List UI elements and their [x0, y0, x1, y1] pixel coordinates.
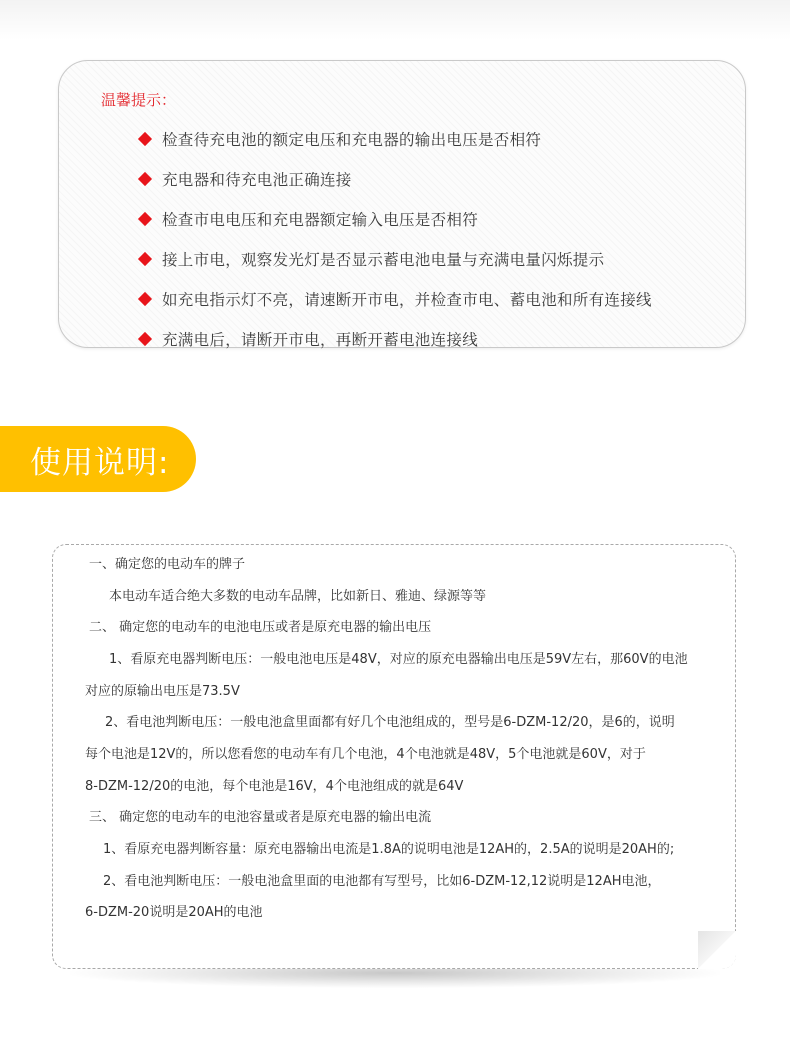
section-banner	[0, 426, 196, 492]
page-fold-corner	[698, 931, 736, 969]
instruction-heading: 二、 确定您的电动车的电池电压或者是原充电器的输出电压	[89, 620, 432, 635]
tip-item	[137, 319, 652, 359]
tip-item	[137, 279, 652, 319]
tip-text: 检查市电电压和充电器额定输入电压是否相符	[162, 211, 479, 229]
instruction-line: 6-DZM-20说明是20AH的电池	[85, 905, 263, 920]
diamond-bullet-icon	[138, 292, 152, 306]
instruction-heading: 三、 确定您的电动车的电池容量或者是原充电器的输出电流	[89, 810, 432, 825]
tip-item	[137, 239, 652, 279]
diamond-bullet-icon	[138, 132, 152, 146]
tip-text: 如充电指示灯不亮，请速断开市电，并检查市电、蓄电池和所有连接线	[162, 291, 652, 309]
instruction-line: 本电动车适合绝大多数的电动车品牌，比如新日、雅迪、绿源等等	[109, 589, 487, 604]
tip-item	[137, 199, 652, 239]
section-title: 使用说明:	[30, 444, 170, 481]
instruction-line: 1、看原充电器判断容量：原充电器输出电流是1.8A的说明电池是12AH的，2.5A的说明是20AH的;	[103, 842, 675, 857]
diamond-bullet-icon	[138, 212, 152, 226]
instruction-line: 每个电池是12V的，所以您看您的电动车有几个电池，4个电池就是48V，5个电池就是60V，对于	[85, 747, 646, 762]
instruction-line: 2、看电池判断电压：一般电池盒里面都有好几个电池组成的，型号是6-DZM-12/20，是6的，说明	[105, 715, 675, 730]
tips-title: 温馨提示：	[101, 91, 177, 109]
tip-text: 充电器和待充电池正确连接	[162, 171, 352, 189]
instruction-line: 对应的原输出电压是73.5V	[85, 684, 240, 699]
tip-text: 接上市电，观察发光灯是否显示蓄电池电量与充满电量闪烁提示	[162, 251, 605, 269]
instruction-line: 2、看电池判断电压：一般电池盒里面的电池都有写型号，比如6-DZM-12,12说明是12AH电池，	[103, 874, 661, 889]
tip-text: 充满电后，请断开市电，再断开蓄电池连接线	[162, 331, 479, 349]
diamond-bullet-icon	[138, 332, 152, 346]
tips-card	[58, 60, 746, 348]
tip-item	[137, 119, 652, 159]
diamond-bullet-icon	[138, 252, 152, 266]
instruction-line: 8-DZM-12/20的电池，每个电池是16V，4个电池组成的就是64V	[85, 779, 464, 794]
diamond-bullet-icon	[138, 172, 152, 186]
instruction-heading: 一、确定您的电动车的牌子	[89, 557, 246, 572]
tips-list	[137, 119, 652, 359]
instruction-line: 1、看原充电器判断电压：一般电池电压是48V，对应的原充电器输出电压是59V左右，那60V的电池	[109, 652, 688, 667]
top-fade	[0, 0, 790, 40]
instructions-card	[52, 544, 736, 969]
tip-item	[137, 159, 652, 199]
tip-text: 检查待充电池的额定电压和充电器的输出电压是否相符	[162, 131, 542, 149]
